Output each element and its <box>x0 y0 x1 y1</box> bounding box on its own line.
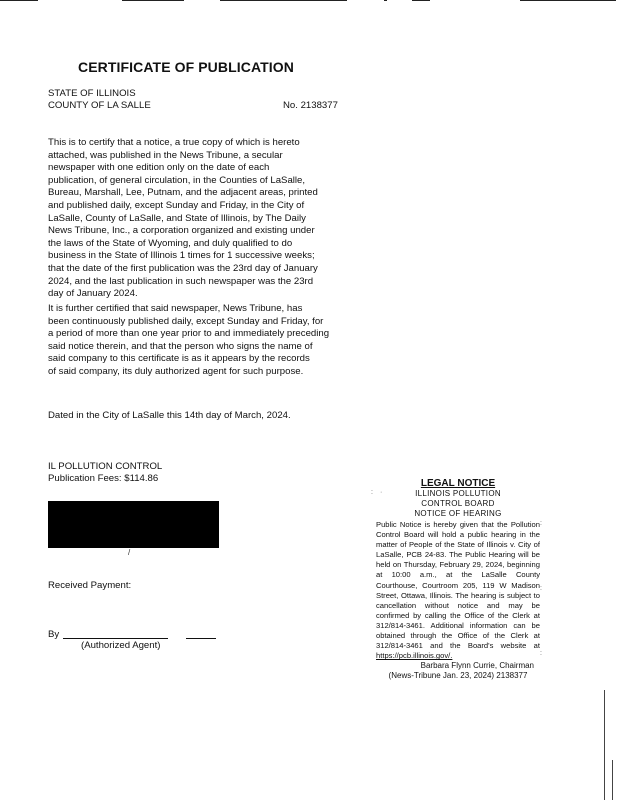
scan-edge-line <box>604 690 605 800</box>
notice-org-line-2: CONTROL BOARD <box>421 499 495 508</box>
received-payment-label: Received Payment: <box>48 580 132 591</box>
county-line: COUNTY OF LA SALLE <box>48 100 151 111</box>
state-line: STATE OF ILLINOIS <box>48 88 136 99</box>
authorized-agent-label: (Authorized Agent) <box>81 640 161 651</box>
notice-signer: Barbara Flynn Currie, Chairman <box>420 661 534 671</box>
client-name: IL POLLUTION CONTROL <box>48 461 163 472</box>
scan-artifact-line <box>384 0 387 1</box>
scan-speck: : <box>540 650 542 657</box>
publication-fees: Publication Fees: $114.86 <box>48 473 159 484</box>
scan-artifact-line <box>0 0 38 1</box>
board-website-link: https://pcb.illinois.gov/. <box>376 651 453 661</box>
legal-notice-heading: LEGAL NOTICE <box>420 478 496 489</box>
scan-artifact-line <box>122 0 184 1</box>
by-label: By <box>48 629 60 640</box>
certificate-number: No. 2138377 <box>283 100 338 111</box>
legal-notice-clipping <box>370 478 546 681</box>
scan-artifact-line <box>520 0 616 1</box>
notice-body-text: Public Notice is hereby given that the Pollution Control Board will hold a public hearing in the matter of People of the State of Illinois v. City of LaSalle, PCB 24-83. The Public Hearing will be held on Thursday, February 29, 2024, beginning at 10:00 a.m., at the LaSalle County Courthouse, Courtroom 205, 119 W Madison Street, Ottawa, Illinois. The hearing is subject to cancellation without notice and may be confirmed by calling the Office of the Clerk at 312/814-3461. Additional information can be obtained through the Office of the Clerk at 312/814-3461 and the Board's website at <box>376 520 540 651</box>
dated-line: Dated in the City of LaSalle this 14th day of March, 2024. <box>48 410 291 421</box>
certificate-title: CERTIFICATE OF PUBLICATION <box>78 59 294 75</box>
notice-footer: (News-Tribune Jan. 23, 2024) 2138377 <box>388 671 528 681</box>
notice-org-line-3: NOTICE OF HEARING <box>414 509 502 518</box>
scan-speck: : <box>540 520 542 527</box>
signature-line <box>63 638 168 639</box>
redacted-signature-block <box>48 501 219 548</box>
scan-artifact-line <box>220 0 347 1</box>
continuity-paragraph: It is further certified that said newspaper, News Tribune, has been continuously published daily, except Sunday and Friday, for a period of more than one year prior to and immediately preceding said notice therein, and that the person who signs the name of said company to this certificate is as it appears by the records of said company, its duly authorized agent for such purpose. <box>48 303 330 377</box>
certification-paragraph: This is to certify that a notice, a true copy of which is hereto attached, was published in the News Tribune, a secular newspaper with one edition only on the date of each publication, of general circulation, in the Counties of LaSalle, Bureau, Marshall, Lee, Putnam, and the adjacent areas, printed and published daily, except Sunday and Friday, in the City of LaSalle, County of LaSalle, and State of Illinois, by The Daily News Tribune, Inc., a corporation organized and existing under the laws of the State of Wyoming, and duly qualified to do business in the State of Illinois 1 times for 1 successive weeks; that the date of the first publication was the 23rd day of January 2024, and the last publication in such newspaper was the 23rd day of January 2024. <box>48 137 318 300</box>
signature-line-short <box>186 638 216 639</box>
scan-edge-line <box>612 760 613 800</box>
notice-org-line-1: ILLINOIS POLLUTION <box>415 489 501 498</box>
signature-mark: / <box>128 548 131 557</box>
scan-speck: · <box>380 489 383 496</box>
scan-speck: : <box>371 489 373 496</box>
scan-speck: : <box>540 585 542 592</box>
notice-body <box>376 520 540 661</box>
scan-artifact-line <box>412 0 430 1</box>
